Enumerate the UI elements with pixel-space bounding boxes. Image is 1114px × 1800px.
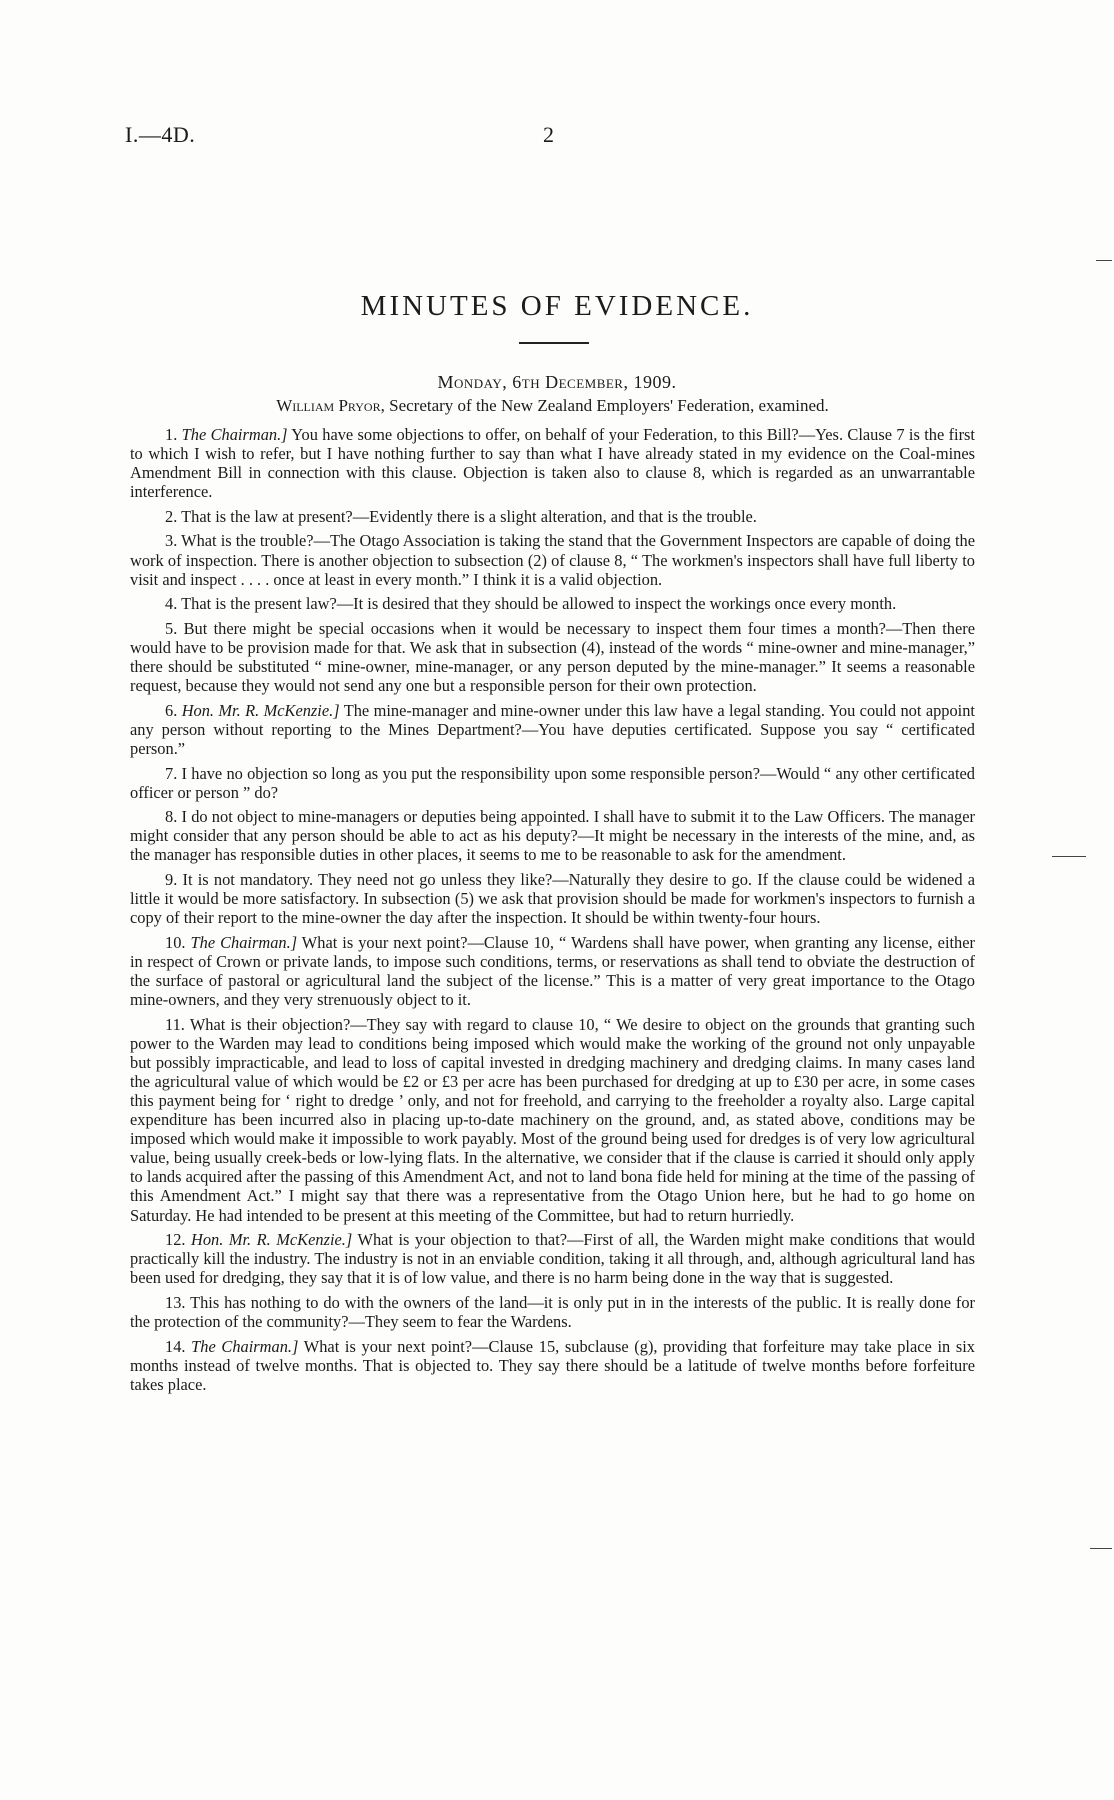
paragraph-text: I do not object to mine-managers or deputies being appointed. I shall have to submit it to the Law Officers. The manager might consider that any person should be able to act as his deputy?—It might be necessary in the interests of the mine, and, as the manager has responsible duties in other places, it seems to me to be reasonable to ask for the amendment. (130, 807, 975, 865)
question-number: 10. (165, 932, 186, 952)
witness-name: William Pryor (276, 396, 381, 415)
paragraph-text: That is the present law?—It is desired that they should be allowed to inspect the workings once every month. (181, 594, 897, 614)
evidence-body (130, 425, 975, 1399)
paragraph-text: You have some objections to offer, on behalf of your Federation, to this Bill?—Yes. Clause 7 is the first to which I wish to refer, but I have nothing further to say than what I have already stated in my evidence on the Coal-mines Amendment Bill in connection with this clause. Objection is taken also to clause 8, which is regarded as an unwarrantable interference. (130, 425, 975, 502)
paragraph-text: What is your objection to that?—First of all, the Warden might make conditions that would practically kill the industry. The industry is not in an enviable condition, taking it all through, and, although agricultural land has been used for dredging, they say that it is of low value, and there is no harm being done in the way that is suggested. (130, 1230, 975, 1288)
paragraph-text: But there might be special occasions when it would be necessary to inspect them four times a month?—Then there would have to be provision made for that. We ask that in subsection (4), instead of the words “ mine-owner and mine-manager,” there should be substituted “ mine-owner, mine-manager, or any person deputed by the mine-manager.” It seems a reasonable request, because they would not send any one but a responsible person for their own protection. (130, 618, 975, 696)
evidence-paragraph (130, 619, 975, 695)
speaker: The Chairman.] (181, 425, 288, 444)
question-number: 9. (165, 869, 178, 889)
session-date: Monday, 6th December, 1909. (437, 372, 677, 392)
question-number: 11. (165, 1014, 185, 1034)
paragraph-text: That is the law at present?—Evidently there is a slight alteration, and that is the trouble. (181, 506, 757, 526)
question-number: 3. (165, 531, 178, 551)
question-number: 13. (165, 1292, 186, 1312)
question-number: 1. (165, 425, 178, 444)
speaker: The Chairman.] (191, 1336, 299, 1356)
evidence-paragraph (130, 1337, 975, 1394)
speaker: Hon. Mr. R. McKenzie.] (191, 1230, 353, 1250)
question-number: 4. (165, 594, 178, 614)
paragraph-text: I have no objection so long as you put the responsibility upon some responsible person?—Would “ any other certificated officer or person ” do? (130, 763, 975, 802)
evidence-paragraph (130, 764, 975, 802)
speaker: Hon. Mr. R. McKenzie.] (181, 700, 340, 720)
question-number: 6. (165, 700, 178, 720)
witness-description: , Secretary of the New Zealand Employers' Federation, examined. (380, 396, 829, 415)
evidence-paragraph (130, 1230, 975, 1287)
evidence-paragraph (130, 807, 975, 864)
question-number: 5. (165, 618, 178, 638)
evidence-paragraph (130, 933, 975, 1009)
margin-mark (1096, 260, 1112, 261)
speaker: The Chairman.] (190, 932, 298, 952)
evidence-paragraph (130, 701, 975, 758)
witness-line (130, 396, 975, 416)
margin-mark (1090, 1548, 1112, 1549)
question-number: 14. (165, 1336, 186, 1356)
question-number: 2. (165, 506, 178, 526)
paragraph-text: The mine-manager and mine-owner under this law have a legal standing. You could not appoint any person without reporting to the Mines Department?—You have deputies certificated. Suppose you say “ certificated person.” (130, 700, 975, 758)
paragraph-text: This has nothing to do with the owners of the land—it is only put in in the interests of the public. It is really done for the protection of the community?—They seem to fear the Wardens. (130, 1292, 975, 1332)
document-reference: I.—4D. (125, 122, 196, 147)
margin-mark (1052, 856, 1086, 857)
page-number: 2 (543, 122, 554, 147)
title-rule (519, 342, 589, 344)
evidence-paragraph (130, 507, 975, 526)
paragraph-text: What is your next point?—Clause 10, “ Wardens shall have power, when granting any license, either in respect of Crown or private lands, to impose such conditions, terms, or reservations as shall tend to obviate the destruction of the surface of pastoral or agricultural land the subject of the license.” This is a matter of very great importance to the Otago mine-owners, and they very strenuously object to it. (130, 932, 975, 1010)
paragraph-text: It is not mandatory. They need not go unless they like?—Naturally they desire to go. If the clause could be widened a little it would be more satisfactory. In subsection (5) we ask that provision should be made for workmen's inspectors to furnish a copy of their report to the mine-owner the day after the inspection. It should be within twenty-four hours. (130, 869, 975, 928)
evidence-paragraph (130, 1293, 975, 1331)
paragraph-text: What is their objection?—They say with regard to clause 10, “ We desire to object on the grounds that granting such power to the Warden may lead to conditions being imposed which would make the working of the ground not only unpayable but possibly impracticable, and lead to loss of capital invested in dredging machinery and dredging claims. In many cases land the agricultural value of which would be £2 or £3 per acre has been purchased for dredging at up to £30 per acre, in some cases this payment being for ‘ right to dredge ’ only, and not for freehold, and carrying to the freeholder a royalty also. Large capital expenditure has been incurred also in placing up-to-date machinery on the ground, and, as stated above, conditions may be imposed which would make it impossible to work payably. Most of the ground being used for dredges is of very low agricultural value, being usually creek-beds or low-lying flats. In the alternative, we consider that if the clause is carried it should only apply to lands acquired after the passing of this Amendment Act, and not to land bona fide held for mining at the time of the passing of this Amendment Act.” I might say that there was a representative from the Otago Union here, but he had to go home on Saturday. He had intended to be present at this meeting of the Committee, but had to return hurriedly. (130, 1014, 975, 1225)
evidence-paragraph (130, 531, 975, 588)
evidence-paragraph (130, 594, 975, 613)
evidence-paragraph (130, 1015, 975, 1225)
paragraph-text: What is the trouble?—The Otago Association is taking the stand that the Government Inspectors are capable of doing the work of inspection. There is another objection to subsection (2) of clause 8, “ The workmen's inspectors shall have full liberty to visit and inspect . . . . once at least in every month.” I think it is a valid objection. (130, 531, 975, 589)
question-number: 12. (165, 1230, 186, 1250)
paragraph-text: What is your next point?—Clause 15, subclause (g), providing that forfeiture may take place in six months instead of twelve months. That is objected to. They say there should be a latitude of twelve months before forfeiture takes place. (130, 1336, 975, 1394)
evidence-paragraph (130, 425, 975, 501)
question-number: 8. (165, 807, 178, 827)
question-number: 7. (165, 763, 178, 783)
evidence-paragraph (130, 870, 975, 927)
page-title: MINUTES OF EVIDENCE. (360, 290, 754, 322)
